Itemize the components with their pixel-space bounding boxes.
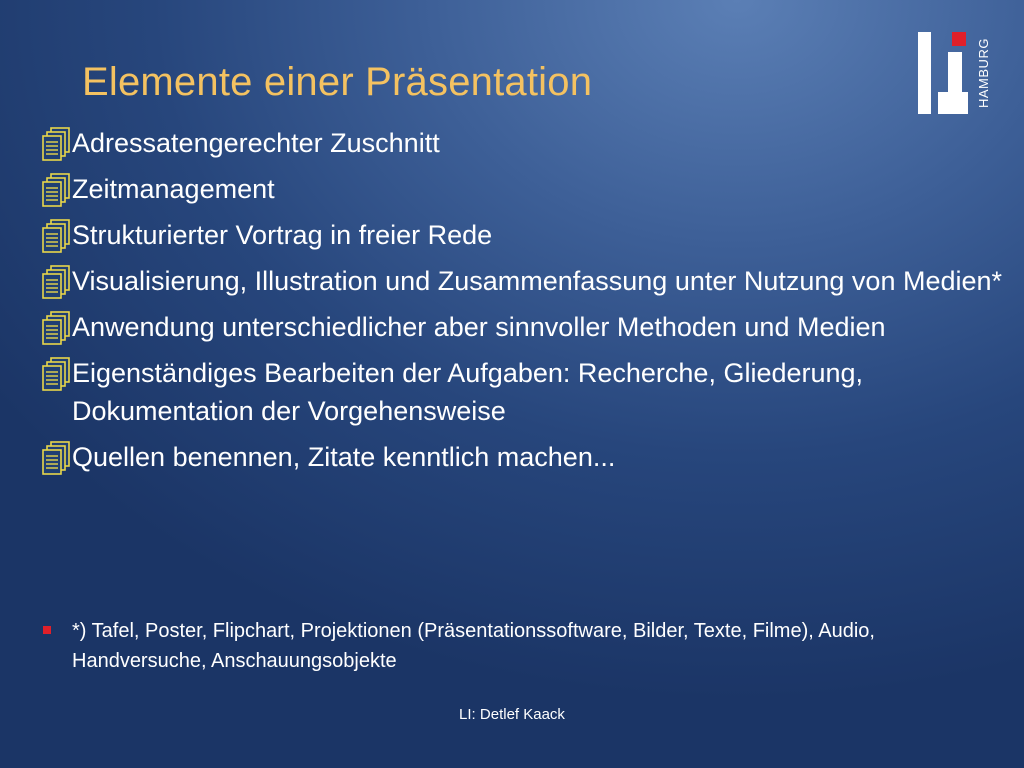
bullet-text: Adressatengerechter Zuschnitt [72,128,440,158]
bullet-text: Zeitmanagement [72,174,275,204]
footer-author: LI: Detlef Kaack [459,706,565,723]
red-square-bullet-icon [43,626,51,634]
document-stack-icon [40,356,74,392]
document-stack-icon [40,264,74,300]
bullet-item [40,216,1020,254]
bullet-item [40,438,1020,476]
slide-title: Elemente einer Präsentation [82,60,593,104]
bullet-list [40,124,1020,484]
document-stack-icon [40,172,74,208]
li-hamburg-logo [916,30,996,116]
document-stack-icon [40,310,74,346]
bullet-text: Quellen benennen, Zitate kenntlich machen... [72,442,616,472]
li-logo-icon [916,30,972,116]
bullet-text: Visualisierung, Illustration und Zusammenfassung unter Nutzung von Medien* [72,266,1003,296]
footnote [40,616,1012,676]
document-stack-icon [40,218,74,254]
footer [0,706,1024,723]
document-stack-icon [40,440,74,476]
bullet-item [40,308,1020,346]
bullet-item [40,354,1020,430]
bullet-item [40,262,1020,300]
bullet-item [40,170,1020,208]
logo-text: HAMBURG [976,38,991,108]
document-stack-icon [40,126,74,162]
bullet-text: Eigenständiges Bearbeiten der Aufgaben: Recherche, Gliederung, Dokumentation der Vorgehensweise [72,358,864,426]
bullet-text: Anwendung unterschiedlicher aber sinnvoller Methoden und Medien [72,312,886,342]
footnote-text: *) Tafel, Poster, Flipchart, Projektionen (Präsentationssoftware, Bilder, Texte, Filme), Audio, Handversuche, Anschauungsobjekte [72,620,875,672]
bullet-text: Strukturierter Vortrag in freier Rede [72,220,493,250]
bullet-item [40,124,1020,162]
